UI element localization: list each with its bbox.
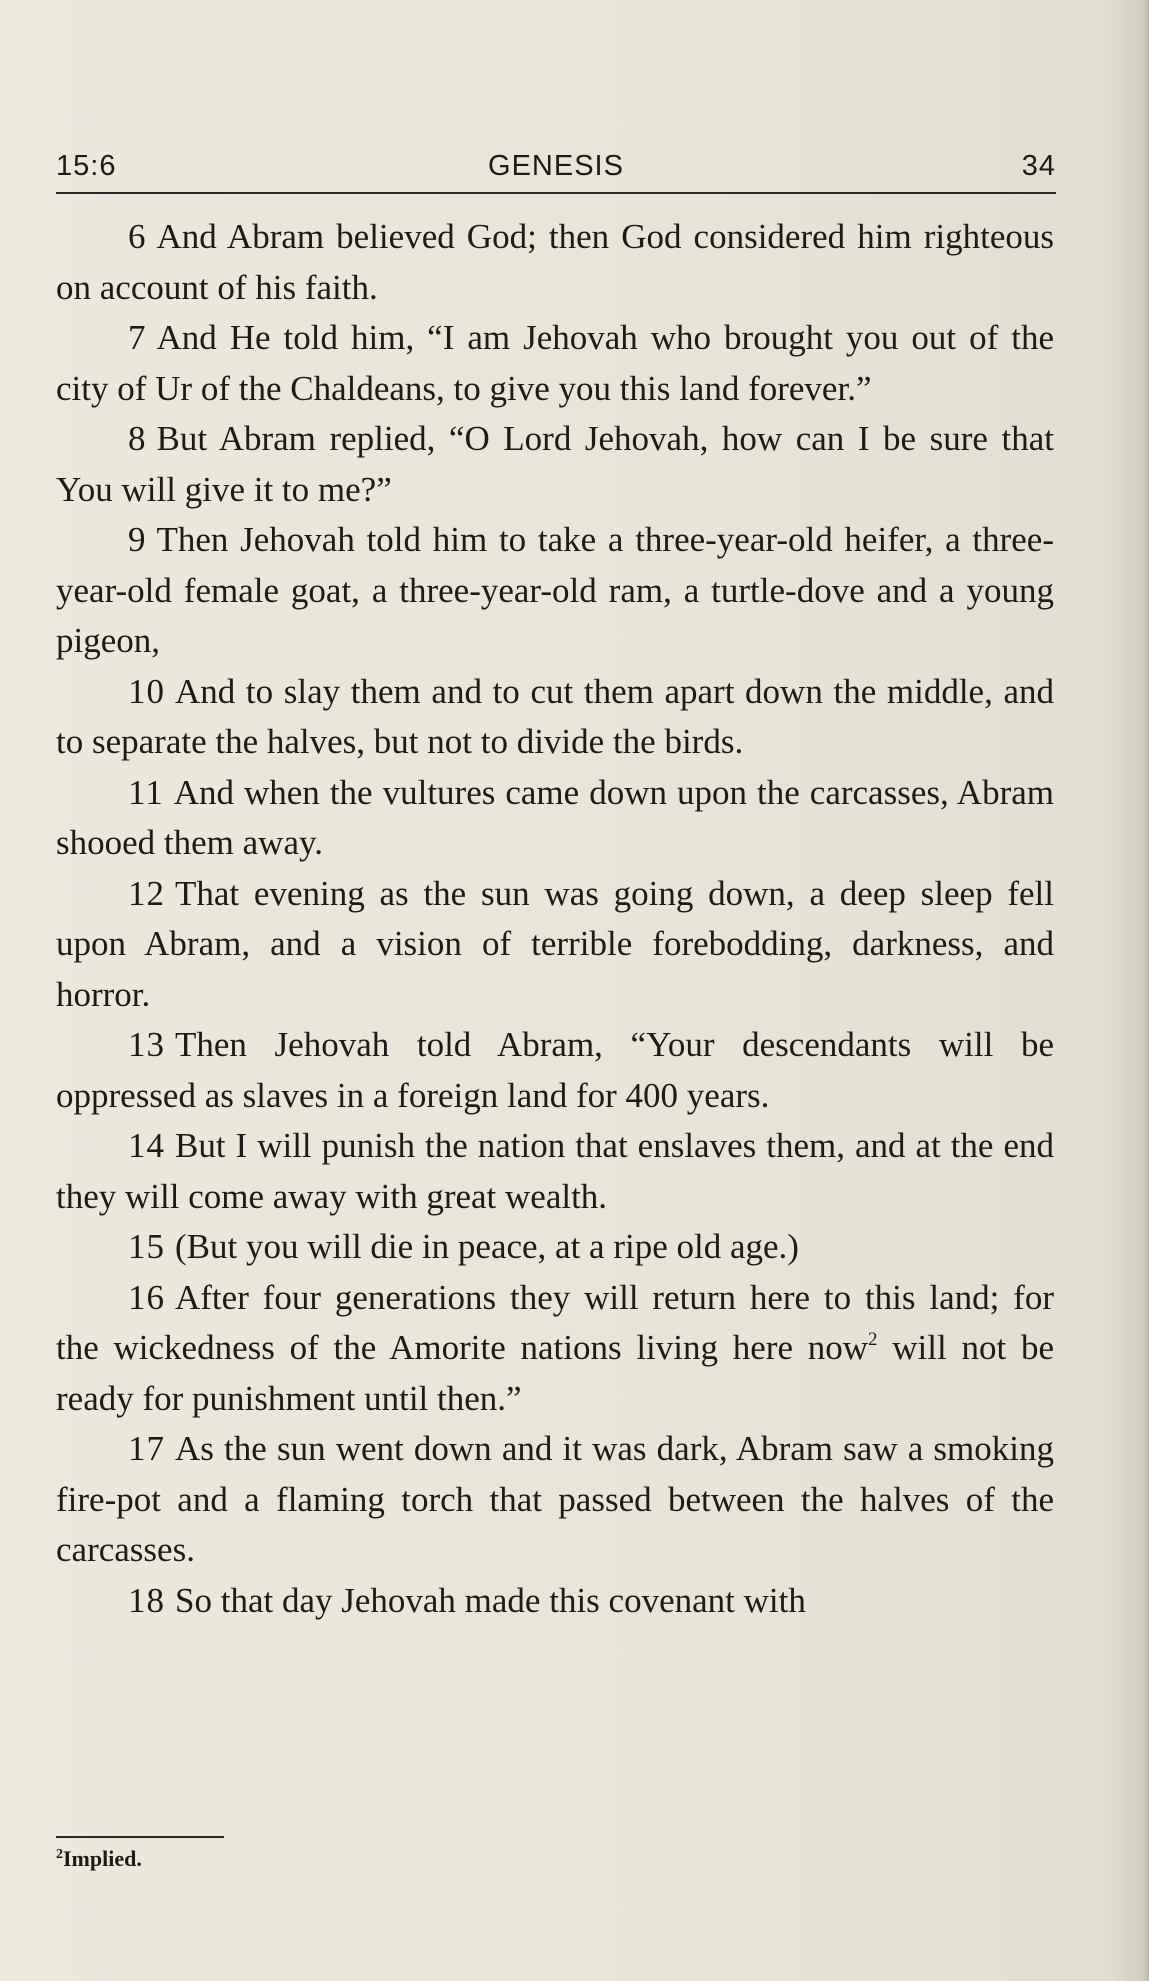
verse-15 bbox=[56, 1222, 1054, 1273]
verse-number: 15 bbox=[128, 1227, 165, 1266]
footnote bbox=[56, 1846, 142, 1872]
verse-number: 6 bbox=[128, 217, 147, 256]
verse-text: But I will punish the nation that enslaves them, and at the end they will come away with great wealth. bbox=[56, 1126, 1054, 1216]
verse-number: 13 bbox=[128, 1025, 165, 1064]
verse-text: After four generations they will return here to this land; for the wickedness of the Amorite nations living here now bbox=[56, 1277, 1054, 1367]
verse-text: As the sun went down and it was dark, Abram saw a smoking fire-pot and a flaming torch that passed between the halves of the carcasses. bbox=[56, 1429, 1054, 1569]
verse-number: 7 bbox=[128, 318, 147, 357]
verse-text: And He told him, “I am Jehovah who brought you out of the city of Ur of the Chaldeans, to give you this land forever.” bbox=[56, 318, 1054, 408]
verse-number: 14 bbox=[128, 1126, 165, 1165]
verse-text: And Abram believed God; then God considered him righteous on account of his faith. bbox=[56, 217, 1054, 307]
verse-10 bbox=[56, 667, 1054, 768]
verse-18 bbox=[56, 1576, 1054, 1627]
verse-9 bbox=[56, 515, 1054, 667]
verse-12 bbox=[56, 869, 1054, 1021]
scripture-text bbox=[56, 212, 1054, 1626]
verse-text: (But you will die in peace, at a ripe old age.) bbox=[175, 1227, 799, 1266]
verse-16 bbox=[56, 1273, 1054, 1425]
verse-number: 16 bbox=[128, 1277, 165, 1317]
verse-number: 12 bbox=[128, 873, 165, 913]
verse-number: 10 bbox=[128, 671, 165, 711]
header-verse-reference: 15:6 bbox=[56, 150, 117, 182]
verse-text: Then Jehovah told Abram, “Your descendants will be oppressed as slaves in a foreign land for 400 years. bbox=[56, 1025, 1054, 1115]
verse-number: 18 bbox=[128, 1580, 165, 1620]
verse-text: And to slay them and to cut them apart down the middle, and to separate the halves, but not to divide the birds. bbox=[56, 671, 1054, 761]
running-header bbox=[56, 148, 1056, 194]
verse-number: 9 bbox=[128, 520, 147, 559]
verse-6 bbox=[56, 212, 1054, 313]
footnote-reference-mark: 2 bbox=[868, 1329, 878, 1350]
footnote-divider bbox=[56, 1836, 224, 1838]
header-book-title: GENESIS bbox=[488, 150, 624, 182]
verse-7 bbox=[56, 313, 1054, 414]
verse-11 bbox=[56, 768, 1054, 869]
verse-text: So that day Jehovah made this covenant with bbox=[175, 1580, 806, 1620]
verse-text-continued: will not be ready for punishment until then.” bbox=[56, 1328, 1054, 1418]
verse-13 bbox=[56, 1020, 1054, 1121]
verse-number: 11 bbox=[128, 772, 164, 812]
verse-text: But Abram replied, “O Lord Jehovah, how can I be sure that You will give it to me?” bbox=[56, 419, 1054, 509]
verse-8 bbox=[56, 414, 1054, 515]
header-page-number: 34 bbox=[1021, 150, 1056, 182]
verse-17 bbox=[56, 1424, 1054, 1576]
verse-14 bbox=[56, 1121, 1054, 1222]
page-edge-shadow bbox=[1141, 0, 1149, 1981]
verse-number: 17 bbox=[128, 1429, 165, 1468]
verse-text: That evening as the sun was going down, a deep sleep fell upon Abram, and a vision of terrible forebodding, darkness, and horror. bbox=[56, 873, 1054, 1014]
verse-text: Then Jehovah told him to take a three-year-old heifer, a three-year-old female goat, a three-year-old ram, a turtle-dove and a young pigeon, bbox=[56, 520, 1054, 660]
verse-text: And when the vultures came down upon the carcasses, Abram shooed them away. bbox=[56, 772, 1054, 862]
footnote-mark: 2 bbox=[56, 1847, 63, 1862]
verse-number: 8 bbox=[128, 419, 147, 458]
footnote-text: Implied. bbox=[63, 1846, 142, 1871]
